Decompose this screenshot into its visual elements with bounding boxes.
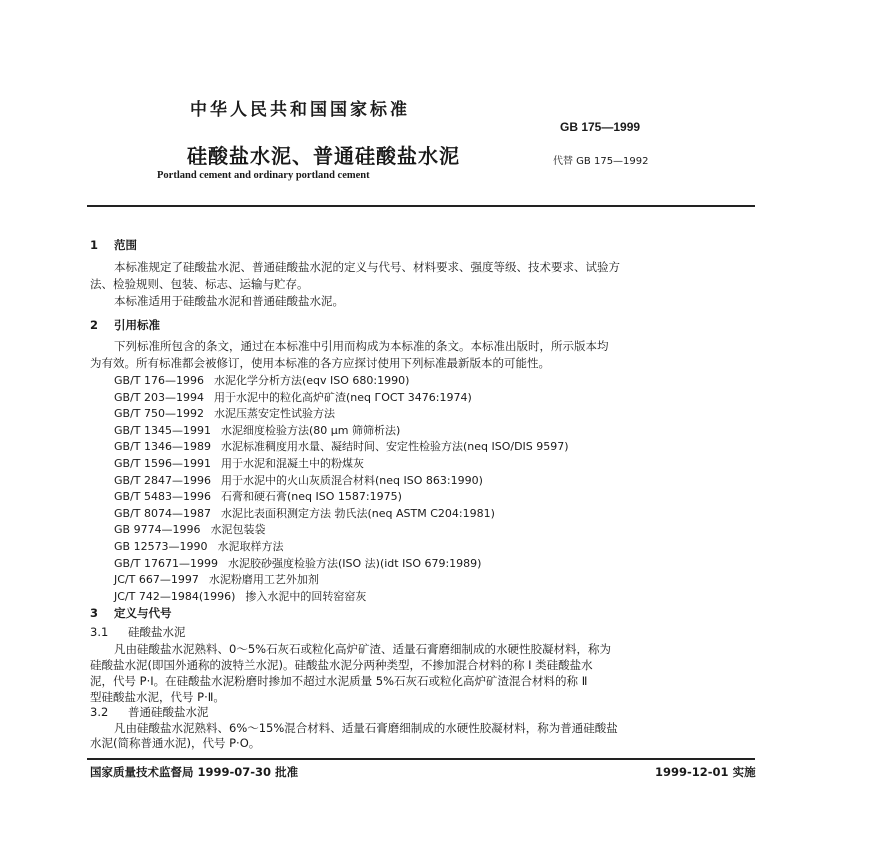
reference-item: GB/T 1345—1991 水泥细度检验方法(80 μm 筛筛析法) [114, 423, 401, 437]
paragraph-line: 型硅酸盐水泥，代号 P·Ⅱ。 [90, 690, 225, 704]
reference-item: GB/T 17671—1999 水泥胶砂强度检验方法(ISO 法)(idt ISO 679:1989) [114, 556, 482, 570]
section-title: 引用标准 [114, 318, 160, 332]
subsection-3-1-heading [90, 624, 186, 640]
reference-item: GB/T 203—1994 用于水泥中的粒化高炉矿渣(neq ГОСТ 3476:1974) [114, 390, 472, 404]
reference-item: GB/T 1596—1991 用于水泥和混凝土中的粉煤灰 [114, 457, 364, 470]
effective-date: 1999-12-01 实施 [655, 765, 756, 779]
header-divider [87, 205, 755, 207]
paragraph-line: 凡由硅酸盐水泥熟料、6%～15%混合材料、适量石膏磨细制成的水硬性胶凝材料，称为普通硅酸盐 [114, 721, 618, 735]
standard-number: GB 175—1999 [560, 120, 641, 134]
subsection-number: 3.2 [90, 705, 109, 719]
section-title: 范围 [114, 238, 137, 252]
paragraph-line: 硅酸盐水泥(即国外通称的波特兰水泥)。硅酸盐水泥分两种类型，不掺加混合材料的称 I 类硅酸盐水 [90, 658, 593, 672]
reference-item: GB/T 176—1996 水泥化学分析方法(eqv ISO 680:1990) [114, 374, 410, 387]
footer-divider [87, 758, 755, 760]
paragraph-line: 下列标准所包含的条文，通过在本标准中引用而构成为本标准的条文。本标准出版时，所示版本均 [114, 339, 609, 353]
subsection-title: 普通硅酸盐水泥 [128, 705, 209, 719]
paragraph-line: 本标准规定了硅酸盐水泥、普通硅酸盐水泥的定义与代号、材料要求、强度等级、技术要求、试验方 [114, 260, 620, 274]
section-number: 1 [90, 238, 99, 252]
reference-item: GB/T 5483—1996 石膏和硬石膏(neq ISO 1587:1975) [114, 490, 402, 504]
replaces-standard: 代替 GB 175—1992 [553, 156, 649, 167]
reference-item: GB 12573—1990 水泥取样方法 [114, 540, 284, 553]
paragraph-line: 水泥(简称普通水泥)，代号 P·O。 [90, 736, 261, 750]
reference-item: JC/T 742—1984(1996) 掺入水泥中的回转窑窑灰 [114, 589, 367, 603]
approval-note: 国家质量技术监督局 1999-07-30 批准 [90, 765, 299, 779]
subsection-number: 3.1 [90, 625, 109, 639]
section-1-heading [90, 237, 137, 253]
reference-item: GB/T 750—1992 水泥压蒸安定性试验方法 [114, 407, 335, 421]
reference-item: GB/T 8074—1987 水泥比表面积测定方法 勃氏法(neq ASTM C204:1981) [114, 506, 495, 520]
subsection-title: 硅酸盐水泥 [128, 625, 186, 639]
reference-item: GB 9774—1996 水泥包装袋 [114, 523, 266, 537]
section-3-heading [90, 605, 172, 621]
reference-item: GB/T 1346—1989 水泥标准稠度用水量、凝结时间、安定性检验方法(neq ISO/DIS 9597) [114, 440, 569, 454]
section-number: 3 [90, 606, 99, 620]
document-title-cn: 硅酸盐水泥、普通硅酸盐水泥 [187, 144, 460, 168]
section-title: 定义与代号 [114, 606, 172, 620]
paragraph-line: 本标准适用于硅酸盐水泥和普通硅酸盐水泥。 [114, 294, 344, 308]
section-number: 2 [90, 318, 99, 332]
paragraph-line: 泥，代号 P·I。在硅酸盐水泥粉磨时掺加不超过水泥质量 5%石灰石或粒化高炉矿渣混合材料的称 Ⅱ [90, 674, 588, 688]
document-title-en: Portland cement and ordinary portland cement [157, 170, 370, 181]
reference-item: JC/T 667—1997 水泥粉磨用工艺外加剂 [114, 573, 319, 587]
section-2-heading [90, 317, 160, 333]
paragraph-line: 法、检验规则、包装、标志、运输与贮存。 [90, 277, 309, 291]
subsection-3-2-heading [90, 704, 209, 720]
paragraph-line: 凡由硅酸盐水泥熟料、0～5%石灰石或粒化高炉矿渣、适量石膏磨细制成的水硬性胶凝材料，称为 [114, 642, 612, 656]
paragraph-line: 为有效。所有标准都会被修订，使用本标准的各方应探讨使用下列标准最新版本的可能性。 [90, 356, 550, 370]
reference-item: GB/T 2847—1996 用于水泥中的火山灰质混合材料(neq ISO 863:1990) [114, 473, 483, 487]
nation-standard-heading: 中华人民共和国国家标准 [190, 100, 410, 120]
